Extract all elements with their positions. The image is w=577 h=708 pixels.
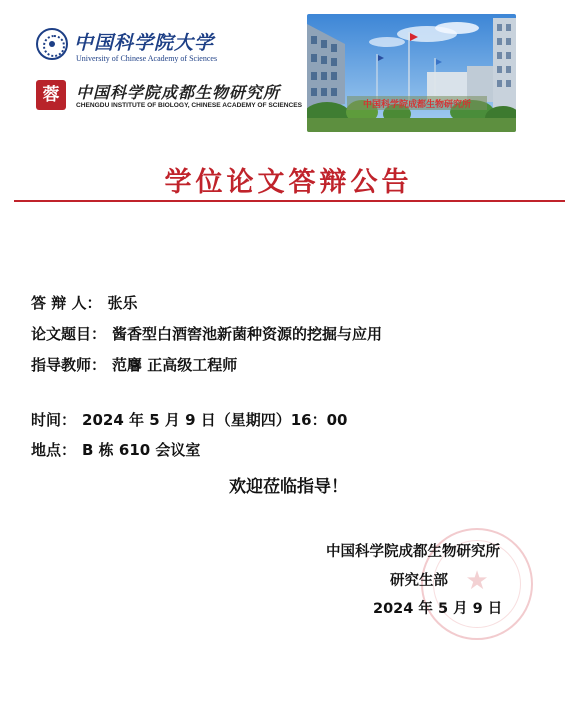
- advisor-row: [31, 354, 237, 375]
- cib-name-en: CHENGDU INSTITUTE OF BIOLOGY, CHINESE ACADEMY OF SCIENCES: [76, 102, 303, 109]
- signature-date: 2024 年 5 月 9 日: [373, 601, 503, 617]
- signature-department: 研究生部: [390, 573, 448, 589]
- thesis-title: 酱香型白酒窖池新菌种资源的挖掘与应用: [112, 325, 383, 343]
- advisor-label: 指导教师：: [31, 356, 107, 374]
- cib-logo: [36, 80, 303, 116]
- defense-place: B 栋 610 会议室: [82, 441, 201, 459]
- page-title: 学位论文答辩公告: [164, 167, 413, 198]
- time-label: 时间：: [31, 411, 77, 429]
- place-row: [31, 439, 200, 460]
- welcome-text: 欢迎莅临指导！: [229, 477, 348, 497]
- ucas-emblem-icon: [36, 28, 68, 60]
- signature-institute: 中国科学院成都生物研究所: [326, 544, 500, 560]
- defender-name: 张乐: [107, 294, 138, 312]
- defense-time: 2024 年 5 月 9 日（星期四）16：00: [82, 411, 348, 429]
- campus-photo-illustration: [307, 14, 516, 132]
- defender-label: 答 辩 人：: [31, 294, 102, 312]
- ucas-logo: [36, 26, 236, 70]
- photo-caption: 中国科学院成都生物研究所: [362, 100, 472, 110]
- stamp-star-icon: ★: [465, 566, 489, 596]
- cib-name-cn: 中国科学院成都生物研究所: [76, 83, 281, 102]
- title-divider: [14, 200, 565, 202]
- campus-photo: [307, 14, 516, 132]
- defender-row: [31, 292, 137, 313]
- thesis-label: 论文题目：: [31, 325, 107, 343]
- thesis-row: [31, 323, 382, 344]
- place-label: 地点：: [31, 441, 77, 459]
- advisor-name: 范麘 正高级工程师: [112, 356, 238, 374]
- ucas-name-cn: 中国科学院大学: [74, 32, 215, 54]
- cib-seal-icon: 蓉: [36, 80, 66, 110]
- ucas-name-en: University of Chinese Academy of Sciences: [76, 54, 218, 63]
- time-row: [31, 409, 348, 430]
